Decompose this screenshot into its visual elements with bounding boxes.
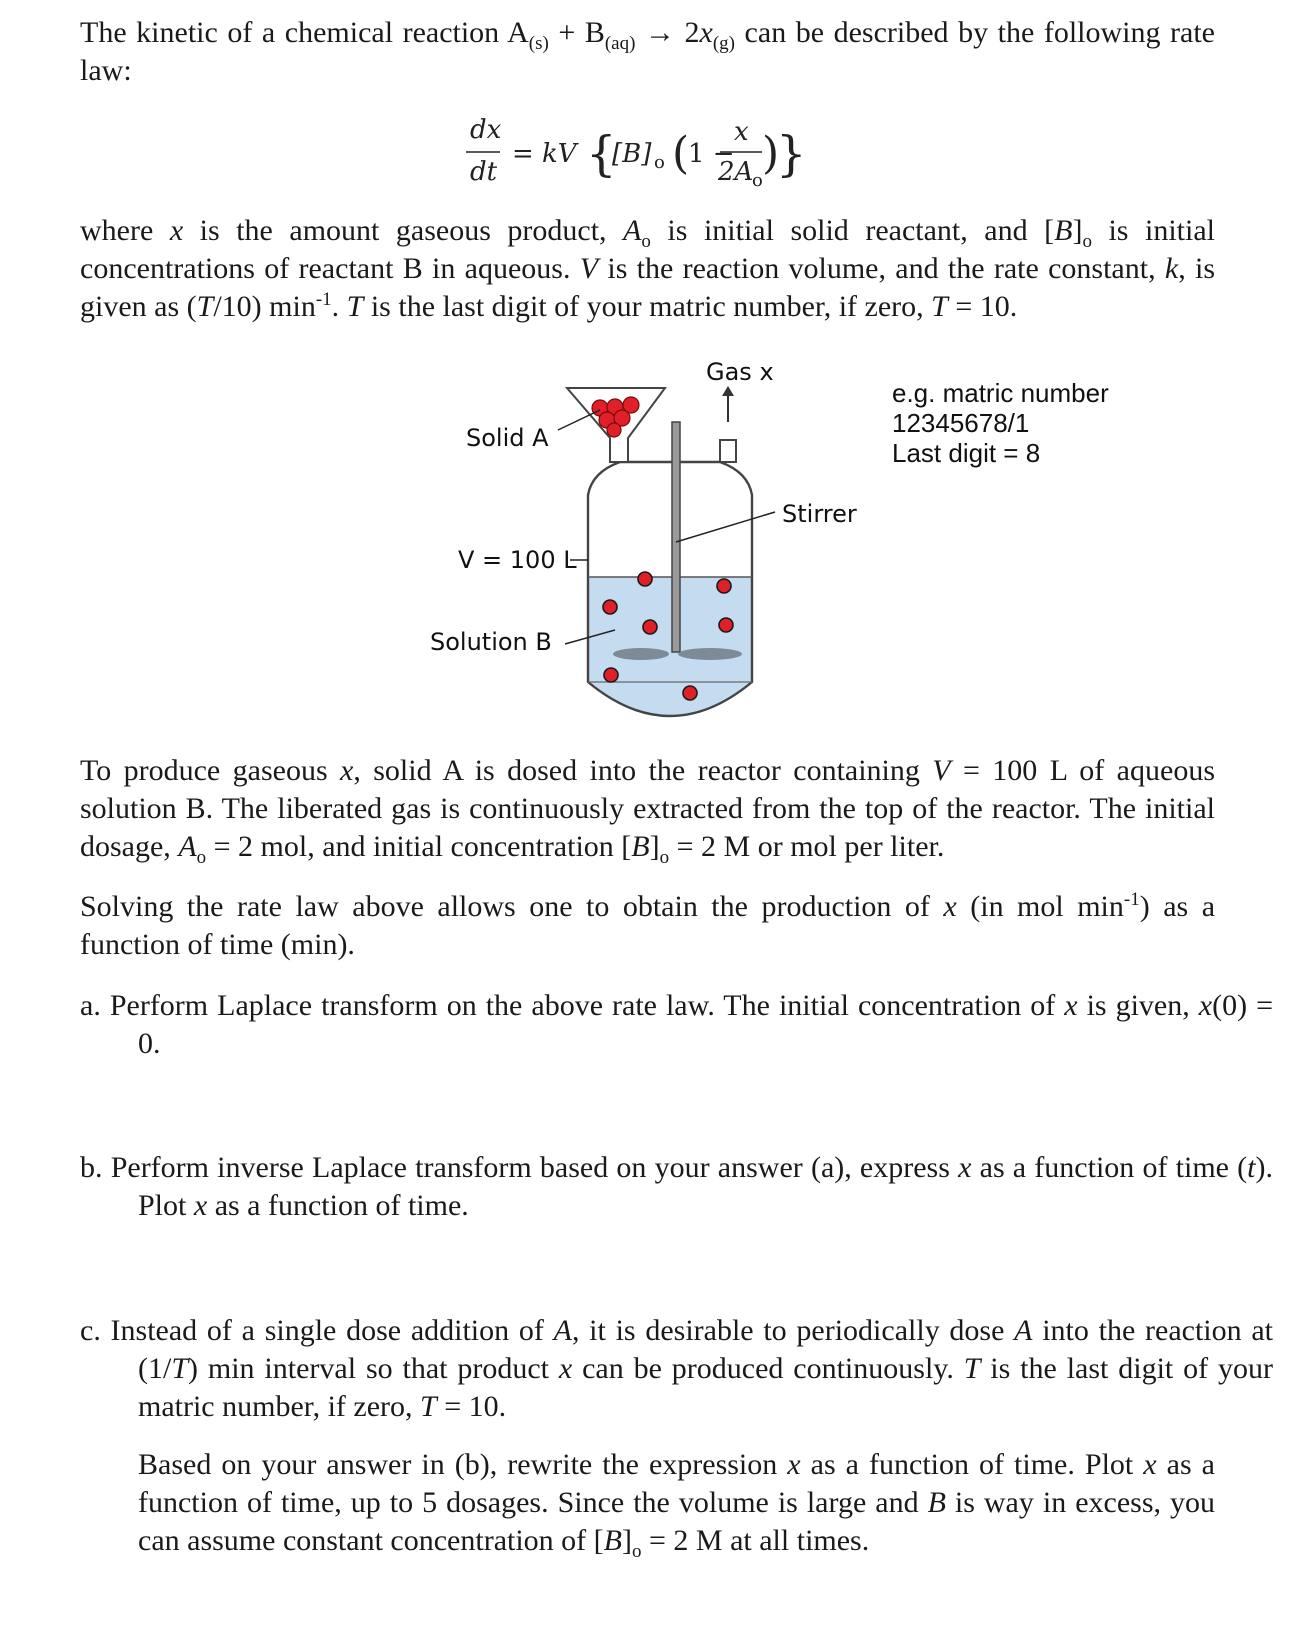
eq-b0: [B] <box>612 139 652 169</box>
question-c-continued: Based on your answer in (b), rewrite the expression x as a function of time. Plot x as a function of time, up to 5 dosages. Since the volume is large and B is way in excess, you can assume constant concentration of $[B]_o = 2$ M at all times. <box>138 1448 1215 1562</box>
eq-dt: dt <box>470 157 498 187</box>
eq-one-minus: 1 − <box>688 139 735 169</box>
rate-law-equation <box>462 112 842 202</box>
stirrer-blade-left <box>613 648 669 660</box>
solving-paragraph: Solving the rate law above allows one to obtain the production of x (in mol $\min^{-1}$) as a function of time (min). <box>80 889 1216 961</box>
gas-x-label: Gas x <box>706 360 774 386</box>
eq-paren-open: ( <box>672 128 690 179</box>
stirrer-label: Stirrer <box>782 500 857 528</box>
question-a: a. Perform Laplace transform on the above rate law. The initial concentration of x is given, x(0) = 0. <box>80 989 1273 1060</box>
solid-a-label: Solid A <box>466 424 549 452</box>
intro-paragraph: The kinetic of a chemical reaction $A_{(s)} + B_{(aq)} \to 2x_{(g)}$ can be described by the following rate law: <box>80 16 1215 87</box>
gas-arrow-icon <box>722 386 734 396</box>
eq-num: x <box>734 117 749 147</box>
definitions-paragraph: where x is the amount gaseous product, $A_o$ is initial solid reactant, and $[B]_o$ is initial concentrations of reactant B in aqueous. V is the reaction volume, and the rate constant, k, is given as (T/10) $\min^{-1}$. T is the last digit of your matric number, if zero, T = 10. <box>80 214 1215 323</box>
eq-den-sub: o <box>752 170 763 191</box>
eq-brace-close: } <box>776 126 807 182</box>
note-line-1: e.g. matric number <box>892 378 1109 408</box>
note-line-2: 12345678/1 <box>892 408 1030 438</box>
stirrer-shaft <box>672 422 680 652</box>
question-c: c. Instead of a single dose addition of A, it is desirable to periodically dose A into the reaction at (1/T) min interval so that product x can be produced continuously. T is the last digit of your matric number, if zero, T = 10. <box>80 1314 1274 1423</box>
volume-label: V = 100 L <box>458 546 577 574</box>
setup-paragraph: To produce gaseous x, solid A is dosed into the reactor containing V = 100 L of aqueous solution B. The liberated gas is continuously extracted from the top of the reactor. The initial dosage, $A_o = 2$ mol, and initial concentration $[B]_o = 2$ M or mol per liter. <box>80 754 1215 868</box>
eq-kv: = kV <box>512 139 577 169</box>
gas-outlet-pipe <box>720 440 736 462</box>
eq-paren-close: ) <box>762 128 780 179</box>
liquid-solution-b <box>588 577 752 716</box>
eq-dx: dx <box>470 115 502 145</box>
note-line-3: Last digit = 8 <box>892 438 1041 468</box>
eq-brace-open: { <box>586 126 617 182</box>
stirrer-blade-right <box>678 648 742 660</box>
matric-example-note <box>892 378 1109 468</box>
eq-den: 2A <box>718 157 754 187</box>
eq-b0-sub: o <box>654 152 665 173</box>
question-b: b. Perform inverse Laplace transform based on your answer (a), express x as a function of time (t). Plot x as a function of time. <box>80 1151 1273 1222</box>
solution-b-label: Solution B <box>430 628 552 656</box>
